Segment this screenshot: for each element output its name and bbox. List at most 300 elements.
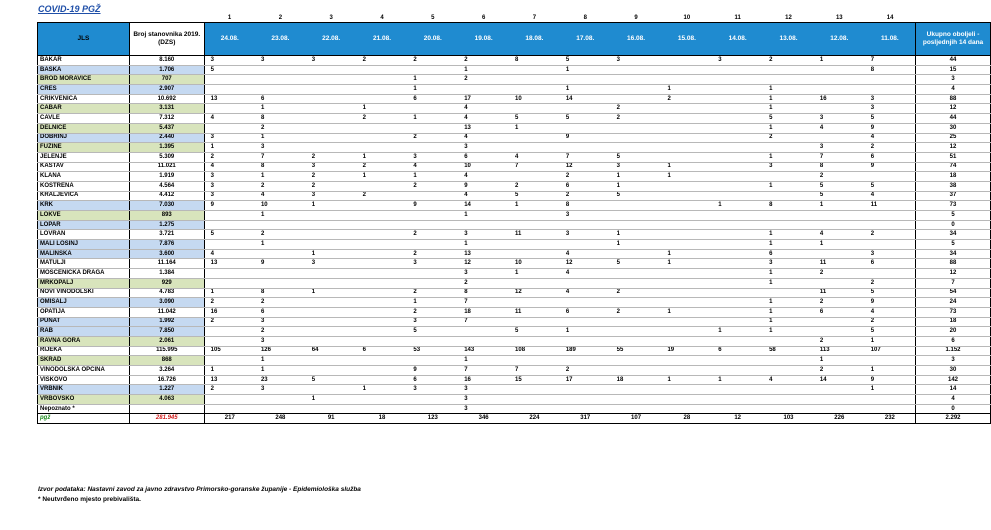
case-count-cell: 2 xyxy=(407,230,458,240)
total-cell: 3 xyxy=(916,356,991,366)
case-count-cell: 2 xyxy=(611,114,662,124)
case-count-cell xyxy=(611,356,662,366)
case-count-cell: 3 xyxy=(306,259,357,269)
table-row xyxy=(38,404,991,414)
case-count-cell: 1 xyxy=(611,230,662,240)
case-count-cell: 13 xyxy=(458,249,509,259)
population-cell: 3.131 xyxy=(129,104,204,114)
table-row xyxy=(38,191,991,201)
case-count-cell xyxy=(560,75,611,85)
case-count-cell: 7 xyxy=(255,152,306,162)
case-count-cell: 3 xyxy=(204,191,255,201)
table-row xyxy=(38,230,991,240)
case-count-cell xyxy=(509,278,560,288)
population-cell: 3.600 xyxy=(129,249,204,259)
case-count-cell: 3 xyxy=(407,152,458,162)
case-count-cell xyxy=(407,143,458,153)
case-count-cell xyxy=(407,211,458,221)
case-count-cell: 2 xyxy=(407,307,458,317)
case-count-cell xyxy=(306,404,357,414)
case-count-cell xyxy=(661,317,712,327)
case-count-cell xyxy=(509,404,560,414)
case-count-cell: 13 xyxy=(458,123,509,133)
summary-row xyxy=(38,414,991,424)
case-count-cell xyxy=(407,220,458,230)
table-row xyxy=(38,317,991,327)
case-count-cell: 5 xyxy=(865,288,916,298)
case-count-cell: 3 xyxy=(255,143,306,153)
population-cell: 5.309 xyxy=(129,152,204,162)
case-count-cell: 5 xyxy=(814,181,865,191)
municipality-name: BAKAR xyxy=(38,56,130,66)
date-header: 17.08. xyxy=(560,23,611,56)
case-count-cell: 3 xyxy=(865,104,916,114)
case-count-cell xyxy=(611,75,662,85)
municipality-name: VRBNIK xyxy=(38,385,130,395)
case-count-cell xyxy=(407,356,458,366)
case-count-cell xyxy=(509,143,560,153)
case-count-cell xyxy=(357,327,408,337)
case-count-cell xyxy=(661,191,712,201)
total-cell: 15 xyxy=(916,65,991,75)
case-count-cell: 1 xyxy=(509,269,560,279)
case-count-cell: 2 xyxy=(763,56,814,66)
case-count-cell: 2 xyxy=(407,288,458,298)
case-count-cell xyxy=(661,327,712,337)
case-count-cell xyxy=(712,249,763,259)
population-cell: 893 xyxy=(129,211,204,221)
table-row xyxy=(38,366,991,376)
case-count-cell xyxy=(357,375,408,385)
case-count-cell xyxy=(865,240,916,250)
case-count-cell: 1 xyxy=(763,85,814,95)
total-cell: 5 xyxy=(916,211,991,221)
case-count-cell xyxy=(611,133,662,143)
municipality-name: DELNICE xyxy=(38,123,130,133)
case-count-cell xyxy=(560,240,611,250)
population-cell: 115.995 xyxy=(129,346,204,356)
case-count-cell: 1 xyxy=(458,65,509,75)
case-count-cell xyxy=(306,123,357,133)
total-cell: 24 xyxy=(916,298,991,308)
case-count-cell xyxy=(763,395,814,405)
total-cell: 30 xyxy=(916,123,991,133)
summary-total: 2.292 xyxy=(916,414,991,424)
case-count-cell: 108 xyxy=(509,346,560,356)
population-cell: 11.021 xyxy=(129,162,204,172)
case-count-cell xyxy=(661,230,712,240)
total-cell: 73 xyxy=(916,201,991,211)
case-count-cell: 105 xyxy=(204,346,255,356)
case-count-cell xyxy=(661,75,712,85)
case-count-cell: 2 xyxy=(407,181,458,191)
case-count-cell: 1 xyxy=(661,375,712,385)
case-count-cell: 1 xyxy=(865,385,916,395)
case-count-cell: 7 xyxy=(458,298,509,308)
date-header: 21.08. xyxy=(357,23,408,56)
case-count-cell xyxy=(357,269,408,279)
case-count-cell xyxy=(712,114,763,124)
case-count-cell xyxy=(611,336,662,346)
case-count-cell xyxy=(509,395,560,405)
case-count-cell: 3 xyxy=(611,162,662,172)
case-count-cell xyxy=(255,65,306,75)
column-number: 4 xyxy=(380,14,384,21)
table-row xyxy=(38,278,991,288)
case-count-cell xyxy=(509,75,560,85)
case-count-cell: 4 xyxy=(865,307,916,317)
case-count-cell xyxy=(204,240,255,250)
total-cell: 14 xyxy=(916,385,991,395)
total-cell: 1.152 xyxy=(916,346,991,356)
case-count-cell: 1 xyxy=(763,94,814,104)
case-count-cell: 1 xyxy=(458,211,509,221)
case-count-cell xyxy=(509,85,560,95)
case-count-cell xyxy=(763,65,814,75)
case-count-cell: 6 xyxy=(255,307,306,317)
case-count-cell xyxy=(407,191,458,201)
case-count-cell xyxy=(306,143,357,153)
municipality-name: VINODOLSKA OPĆINA xyxy=(38,366,130,376)
case-count-cell xyxy=(306,317,357,327)
case-count-cell xyxy=(611,269,662,279)
case-count-cell xyxy=(661,152,712,162)
case-count-cell xyxy=(661,269,712,279)
case-count-cell xyxy=(357,298,408,308)
case-count-cell xyxy=(306,240,357,250)
municipality-name: LOVRAN xyxy=(38,230,130,240)
case-count-cell xyxy=(712,385,763,395)
case-count-cell: 1 xyxy=(611,240,662,250)
case-count-cell: 1 xyxy=(458,240,509,250)
case-count-cell xyxy=(712,143,763,153)
table-row xyxy=(38,249,991,259)
case-count-cell: 3 xyxy=(255,336,306,346)
case-count-cell xyxy=(865,220,916,230)
case-count-cell: 23 xyxy=(255,375,306,385)
total-cell: 34 xyxy=(916,249,991,259)
case-count-cell xyxy=(712,395,763,405)
case-count-cell: 5 xyxy=(560,114,611,124)
case-count-cell: 64 xyxy=(306,346,357,356)
case-count-cell xyxy=(204,104,255,114)
table-row xyxy=(38,259,991,269)
case-count-cell xyxy=(661,143,712,153)
case-count-cell xyxy=(255,85,306,95)
case-count-cell xyxy=(661,114,712,124)
case-count-cell: 6 xyxy=(814,307,865,317)
case-count-cell: 1 xyxy=(865,336,916,346)
total-cell: 34 xyxy=(916,230,991,240)
municipality-name: ČAVLE xyxy=(38,114,130,124)
case-count-cell xyxy=(661,298,712,308)
case-count-cell: 5 xyxy=(611,259,662,269)
case-count-cell xyxy=(560,336,611,346)
case-count-cell xyxy=(509,211,560,221)
case-count-cell xyxy=(763,356,814,366)
case-count-cell xyxy=(357,288,408,298)
case-count-cell: 17 xyxy=(458,94,509,104)
case-count-cell: 16 xyxy=(458,375,509,385)
case-count-cell: 3 xyxy=(407,385,458,395)
case-count-cell: 3 xyxy=(204,133,255,143)
case-count-cell xyxy=(509,133,560,143)
case-count-cell: 2 xyxy=(255,123,306,133)
case-count-cell: 1 xyxy=(306,288,357,298)
total-cell: 18 xyxy=(916,317,991,327)
case-count-cell: 2 xyxy=(458,56,509,66)
case-count-cell: 10 xyxy=(509,94,560,104)
municipality-name: MOŠĆENIČKA DRAGA xyxy=(38,269,130,279)
case-count-cell xyxy=(712,172,763,182)
case-count-cell: 7 xyxy=(560,152,611,162)
population-cell: 4.564 xyxy=(129,181,204,191)
case-count-cell: 17 xyxy=(560,375,611,385)
case-count-cell: 8 xyxy=(255,288,306,298)
case-count-cell xyxy=(661,288,712,298)
case-count-cell: 6 xyxy=(560,181,611,191)
case-count-cell xyxy=(611,201,662,211)
case-count-cell xyxy=(204,327,255,337)
case-count-cell: 1 xyxy=(255,356,306,366)
municipality-name: FUŽINE xyxy=(38,143,130,153)
case-count-cell xyxy=(611,366,662,376)
population-cell: 3.721 xyxy=(129,230,204,240)
case-count-cell: 2 xyxy=(814,298,865,308)
population-cell: 1.227 xyxy=(129,385,204,395)
case-count-cell xyxy=(458,327,509,337)
case-count-cell xyxy=(814,249,865,259)
case-count-cell: 2 xyxy=(357,114,408,124)
case-count-cell: 6 xyxy=(712,346,763,356)
total-cell: 0 xyxy=(916,404,991,414)
total-cell: 142 xyxy=(916,375,991,385)
case-count-cell xyxy=(306,75,357,85)
summary-count-cell: 28 xyxy=(661,414,712,424)
summary-count-cell: 232 xyxy=(865,414,916,424)
case-count-cell xyxy=(814,211,865,221)
case-count-cell xyxy=(712,162,763,172)
case-count-cell xyxy=(560,104,611,114)
case-count-cell xyxy=(509,298,560,308)
case-count-cell: 5 xyxy=(560,56,611,66)
case-count-cell xyxy=(509,356,560,366)
table-row xyxy=(38,75,991,85)
case-count-cell: 3 xyxy=(458,143,509,153)
case-count-cell: 58 xyxy=(763,346,814,356)
case-count-cell xyxy=(509,249,560,259)
population-cell: 8.160 xyxy=(129,56,204,66)
case-count-cell: 7 xyxy=(509,366,560,376)
case-count-cell: 5 xyxy=(204,230,255,240)
case-count-cell: 19 xyxy=(661,346,712,356)
case-count-cell xyxy=(306,114,357,124)
case-count-cell: 2 xyxy=(407,56,458,66)
population-cell: 7.030 xyxy=(129,201,204,211)
case-count-cell: 5 xyxy=(509,191,560,201)
case-count-cell: 8 xyxy=(255,162,306,172)
case-count-cell xyxy=(255,395,306,405)
column-number: 3 xyxy=(329,14,333,21)
population-cell: 1.395 xyxy=(129,143,204,153)
case-count-cell: 5 xyxy=(814,191,865,201)
case-count-cell xyxy=(712,94,763,104)
case-count-cell xyxy=(306,269,357,279)
case-count-cell: 11 xyxy=(865,201,916,211)
case-count-cell xyxy=(306,278,357,288)
summary-count-cell: 346 xyxy=(458,414,509,424)
case-count-cell: 3 xyxy=(763,259,814,269)
case-count-cell xyxy=(814,85,865,95)
case-count-cell: 8 xyxy=(509,56,560,66)
case-count-cell xyxy=(204,75,255,85)
case-count-cell xyxy=(407,65,458,75)
case-count-cell xyxy=(661,356,712,366)
case-count-cell xyxy=(306,336,357,346)
case-count-cell xyxy=(712,240,763,250)
case-count-cell: 2 xyxy=(509,181,560,191)
case-count-cell: 6 xyxy=(763,249,814,259)
case-count-cell: 12 xyxy=(560,162,611,172)
case-count-cell xyxy=(357,65,408,75)
case-count-cell xyxy=(255,249,306,259)
municipality-name: ČABAR xyxy=(38,104,130,114)
case-count-cell: 3 xyxy=(306,56,357,66)
case-count-cell: 11 xyxy=(509,230,560,240)
case-count-cell: 5 xyxy=(306,375,357,385)
case-count-cell xyxy=(763,191,814,201)
municipality-name: OPATIJA xyxy=(38,307,130,317)
case-count-cell xyxy=(560,278,611,288)
case-count-cell xyxy=(814,404,865,414)
case-count-cell: 1 xyxy=(560,85,611,95)
case-count-cell: 9 xyxy=(204,201,255,211)
case-count-cell: 9 xyxy=(407,201,458,211)
case-count-cell xyxy=(611,278,662,288)
total-cell: 12 xyxy=(916,269,991,279)
case-count-cell: 6 xyxy=(560,307,611,317)
case-count-cell: 2 xyxy=(357,191,408,201)
case-count-cell: 4 xyxy=(204,114,255,124)
case-count-cell xyxy=(611,298,662,308)
case-count-cell: 3 xyxy=(407,259,458,269)
case-count-cell xyxy=(712,307,763,317)
case-count-cell xyxy=(763,404,814,414)
case-count-cell: 1 xyxy=(255,104,306,114)
case-count-cell xyxy=(407,104,458,114)
table-row xyxy=(38,104,991,114)
table-row xyxy=(38,240,991,250)
municipality-name: LOPAR xyxy=(38,220,130,230)
case-count-cell: 7 xyxy=(814,152,865,162)
table-row xyxy=(38,385,991,395)
case-count-cell: 8 xyxy=(560,201,611,211)
case-count-cell xyxy=(509,336,560,346)
case-count-cell xyxy=(357,220,408,230)
case-count-cell: 2 xyxy=(560,191,611,201)
case-count-cell: 9 xyxy=(865,298,916,308)
case-count-cell: 4 xyxy=(458,191,509,201)
case-count-cell xyxy=(509,220,560,230)
municipality-name: PUNAT xyxy=(38,317,130,327)
table-row xyxy=(38,327,991,337)
date-header: 18.08. xyxy=(509,23,560,56)
case-count-cell xyxy=(611,143,662,153)
case-count-cell: 4 xyxy=(763,375,814,385)
summary-count-cell: 226 xyxy=(814,414,865,424)
case-count-cell: 18 xyxy=(611,375,662,385)
case-count-cell xyxy=(865,211,916,221)
case-count-cell: 2 xyxy=(661,94,712,104)
column-number: 13 xyxy=(835,14,843,21)
total-cell: 18 xyxy=(916,172,991,182)
case-count-cell: 10 xyxy=(509,259,560,269)
case-count-cell xyxy=(763,288,814,298)
population-cell: 3.264 xyxy=(129,366,204,376)
table-row xyxy=(38,172,991,182)
case-count-cell xyxy=(560,385,611,395)
case-count-cell xyxy=(407,240,458,250)
case-count-cell xyxy=(204,123,255,133)
case-count-cell: 2 xyxy=(814,366,865,376)
case-count-cell: 3 xyxy=(560,211,611,221)
case-count-cell xyxy=(357,133,408,143)
case-count-cell: 4 xyxy=(560,288,611,298)
case-count-cell xyxy=(712,152,763,162)
total-cell: 3 xyxy=(916,75,991,85)
case-count-cell: 143 xyxy=(458,346,509,356)
case-count-cell: 53 xyxy=(407,346,458,356)
case-count-cell: 3 xyxy=(611,56,662,66)
header-row xyxy=(38,23,991,56)
case-count-cell xyxy=(611,395,662,405)
case-count-cell: 16 xyxy=(204,307,255,317)
case-count-cell xyxy=(712,298,763,308)
case-count-cell: 1 xyxy=(661,259,712,269)
source-footnote: Izvor podataka: Nastavni zavod za javno zdravstvo Primorsko-goranske županije - Epidemiološka služba xyxy=(38,486,361,493)
case-count-cell xyxy=(204,269,255,279)
case-count-cell xyxy=(306,65,357,75)
case-count-cell xyxy=(306,211,357,221)
summary-count-cell: 18 xyxy=(357,414,408,424)
case-count-cell xyxy=(407,336,458,346)
case-count-cell: 3 xyxy=(458,269,509,279)
case-count-cell: 3 xyxy=(763,162,814,172)
case-count-cell xyxy=(865,172,916,182)
municipality-name: MALI LOŠINJ xyxy=(38,240,130,250)
case-count-cell: 5 xyxy=(407,327,458,337)
case-count-cell: 9 xyxy=(865,123,916,133)
case-count-cell xyxy=(661,123,712,133)
case-count-cell xyxy=(712,133,763,143)
summary-count-cell: 248 xyxy=(255,414,306,424)
table-row xyxy=(38,201,991,211)
case-count-cell xyxy=(712,336,763,346)
case-count-cell xyxy=(357,404,408,414)
case-count-cell: 1 xyxy=(763,152,814,162)
population-cell xyxy=(129,404,204,414)
column-number: 14 xyxy=(886,14,894,21)
case-count-cell xyxy=(204,395,255,405)
case-count-cell: 1 xyxy=(560,327,611,337)
case-count-cell xyxy=(712,356,763,366)
case-count-cell xyxy=(712,366,763,376)
case-count-cell: 189 xyxy=(560,346,611,356)
case-count-cell: 7 xyxy=(509,162,560,172)
case-count-cell: 2 xyxy=(204,298,255,308)
table-body xyxy=(38,56,991,424)
case-count-cell: 6 xyxy=(407,94,458,104)
